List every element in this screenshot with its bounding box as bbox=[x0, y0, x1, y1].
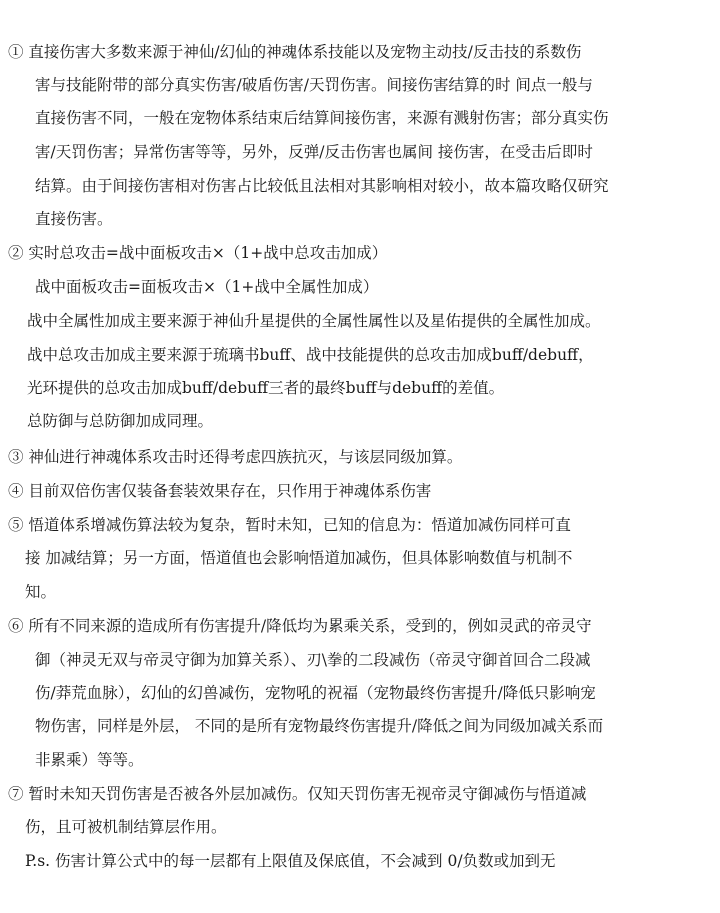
text-line-17: 知。 bbox=[25, 583, 57, 601]
text-line-11: 光环提供的总攻击加成buff/debuff三者的最终buff与debuff的差值。 bbox=[27, 379, 505, 397]
text-line-14: ④ 目前双倍伤害仅装备套装效果存在，只作用于神魂体系伤害 bbox=[8, 482, 432, 500]
text-line-8: 战中面板攻击=面板攻击×（1+战中全属性加成） bbox=[35, 278, 379, 296]
text-line-18: ⑥ 所有不同来源的造成所有伤害提升/降低均为累乘关系，受到的，例如灵武的帝灵守 bbox=[8, 617, 592, 635]
text-line-12: 总防御与总防御加成同理。 bbox=[27, 412, 214, 430]
text-line-10: 战中总攻击加成主要来源于琉璃书buff、战中技能提供的总攻击加成buff/debuff， bbox=[27, 346, 594, 364]
text-line-25: P.s. 伤害计算公式中的每一层都有上限值及保底值，不会减到 0/负数或加到无 bbox=[25, 852, 556, 870]
text-line-23: ⑦ 暂时未知天罚伤害是否被各外层加减伤。仅知天罚伤害无视帝灵守御减伤与悟道减 bbox=[8, 785, 587, 803]
text-line-19: 御（神灵无双与帝灵守御为加算关系）、刃\拳的二段减伤（帝灵守御首回合二段减 bbox=[35, 651, 591, 669]
text-line-13: ③ 神仙进行神魂体系攻击时还得考虑四族抗灭，与该层同级加算。 bbox=[8, 448, 463, 466]
text-line-6: 直接伤害。 bbox=[35, 210, 113, 228]
text-line-3: 直接伤害不同，一般在宠物体系结束后结算间接伤害，来源有溅射伤害；部分真实伤 bbox=[35, 109, 609, 127]
text-line-4: 害/天罚伤害；异常伤害等等，另外，反弹/反击伤害也属间 接伤害，在受击后即时 bbox=[35, 143, 593, 161]
text-line-20: 伤/莽荒血脉），幻仙的幻兽减伤，宠物吼的祝福（宠物最终伤害提升/降低只影响宠 bbox=[35, 684, 596, 702]
text-line-5: 结算。由于间接伤害相对伤害占比较低且法相对其影响相对较小，故本篇攻略仅研究 bbox=[35, 177, 609, 195]
text-line-16: 接 加减结算；另一方面，悟道值也会影响悟道加减伤，但具体影响数值与机制不 bbox=[25, 549, 573, 567]
text-line-2: 害与技能附带的部分真实伤害/破盾伤害/天罚伤害。间接伤害结算的时 间点一般与 bbox=[35, 76, 593, 94]
text-line-24: 伤，且可被机制结算层作用。 bbox=[25, 818, 227, 836]
text-line-7: ② 实时总攻击=战中面板攻击×（1+战中总攻击加成） bbox=[8, 244, 388, 262]
text-line-22: 非累乘）等等。 bbox=[35, 751, 144, 769]
text-line-1: ① 直接伤害大多数来源于神仙/幻仙的神魂体系技能以及宠物主动技/反击技的系数伤 bbox=[8, 43, 582, 61]
text-line-15: ⑤ 悟道体系增减伤算法较为复杂，暂时未知，已知的信息为：悟道加减伤同样可直 bbox=[8, 516, 571, 534]
text-line-21: 物伤害，同样是外层， 不同的是所有宠物最终伤害提升/降低之间为同级加减关系而 bbox=[35, 717, 604, 735]
text-line-9: 战中全属性加成主要来源于神仙升星提供的全属性属性以及星佑提供的全属性加成。 bbox=[27, 312, 601, 330]
